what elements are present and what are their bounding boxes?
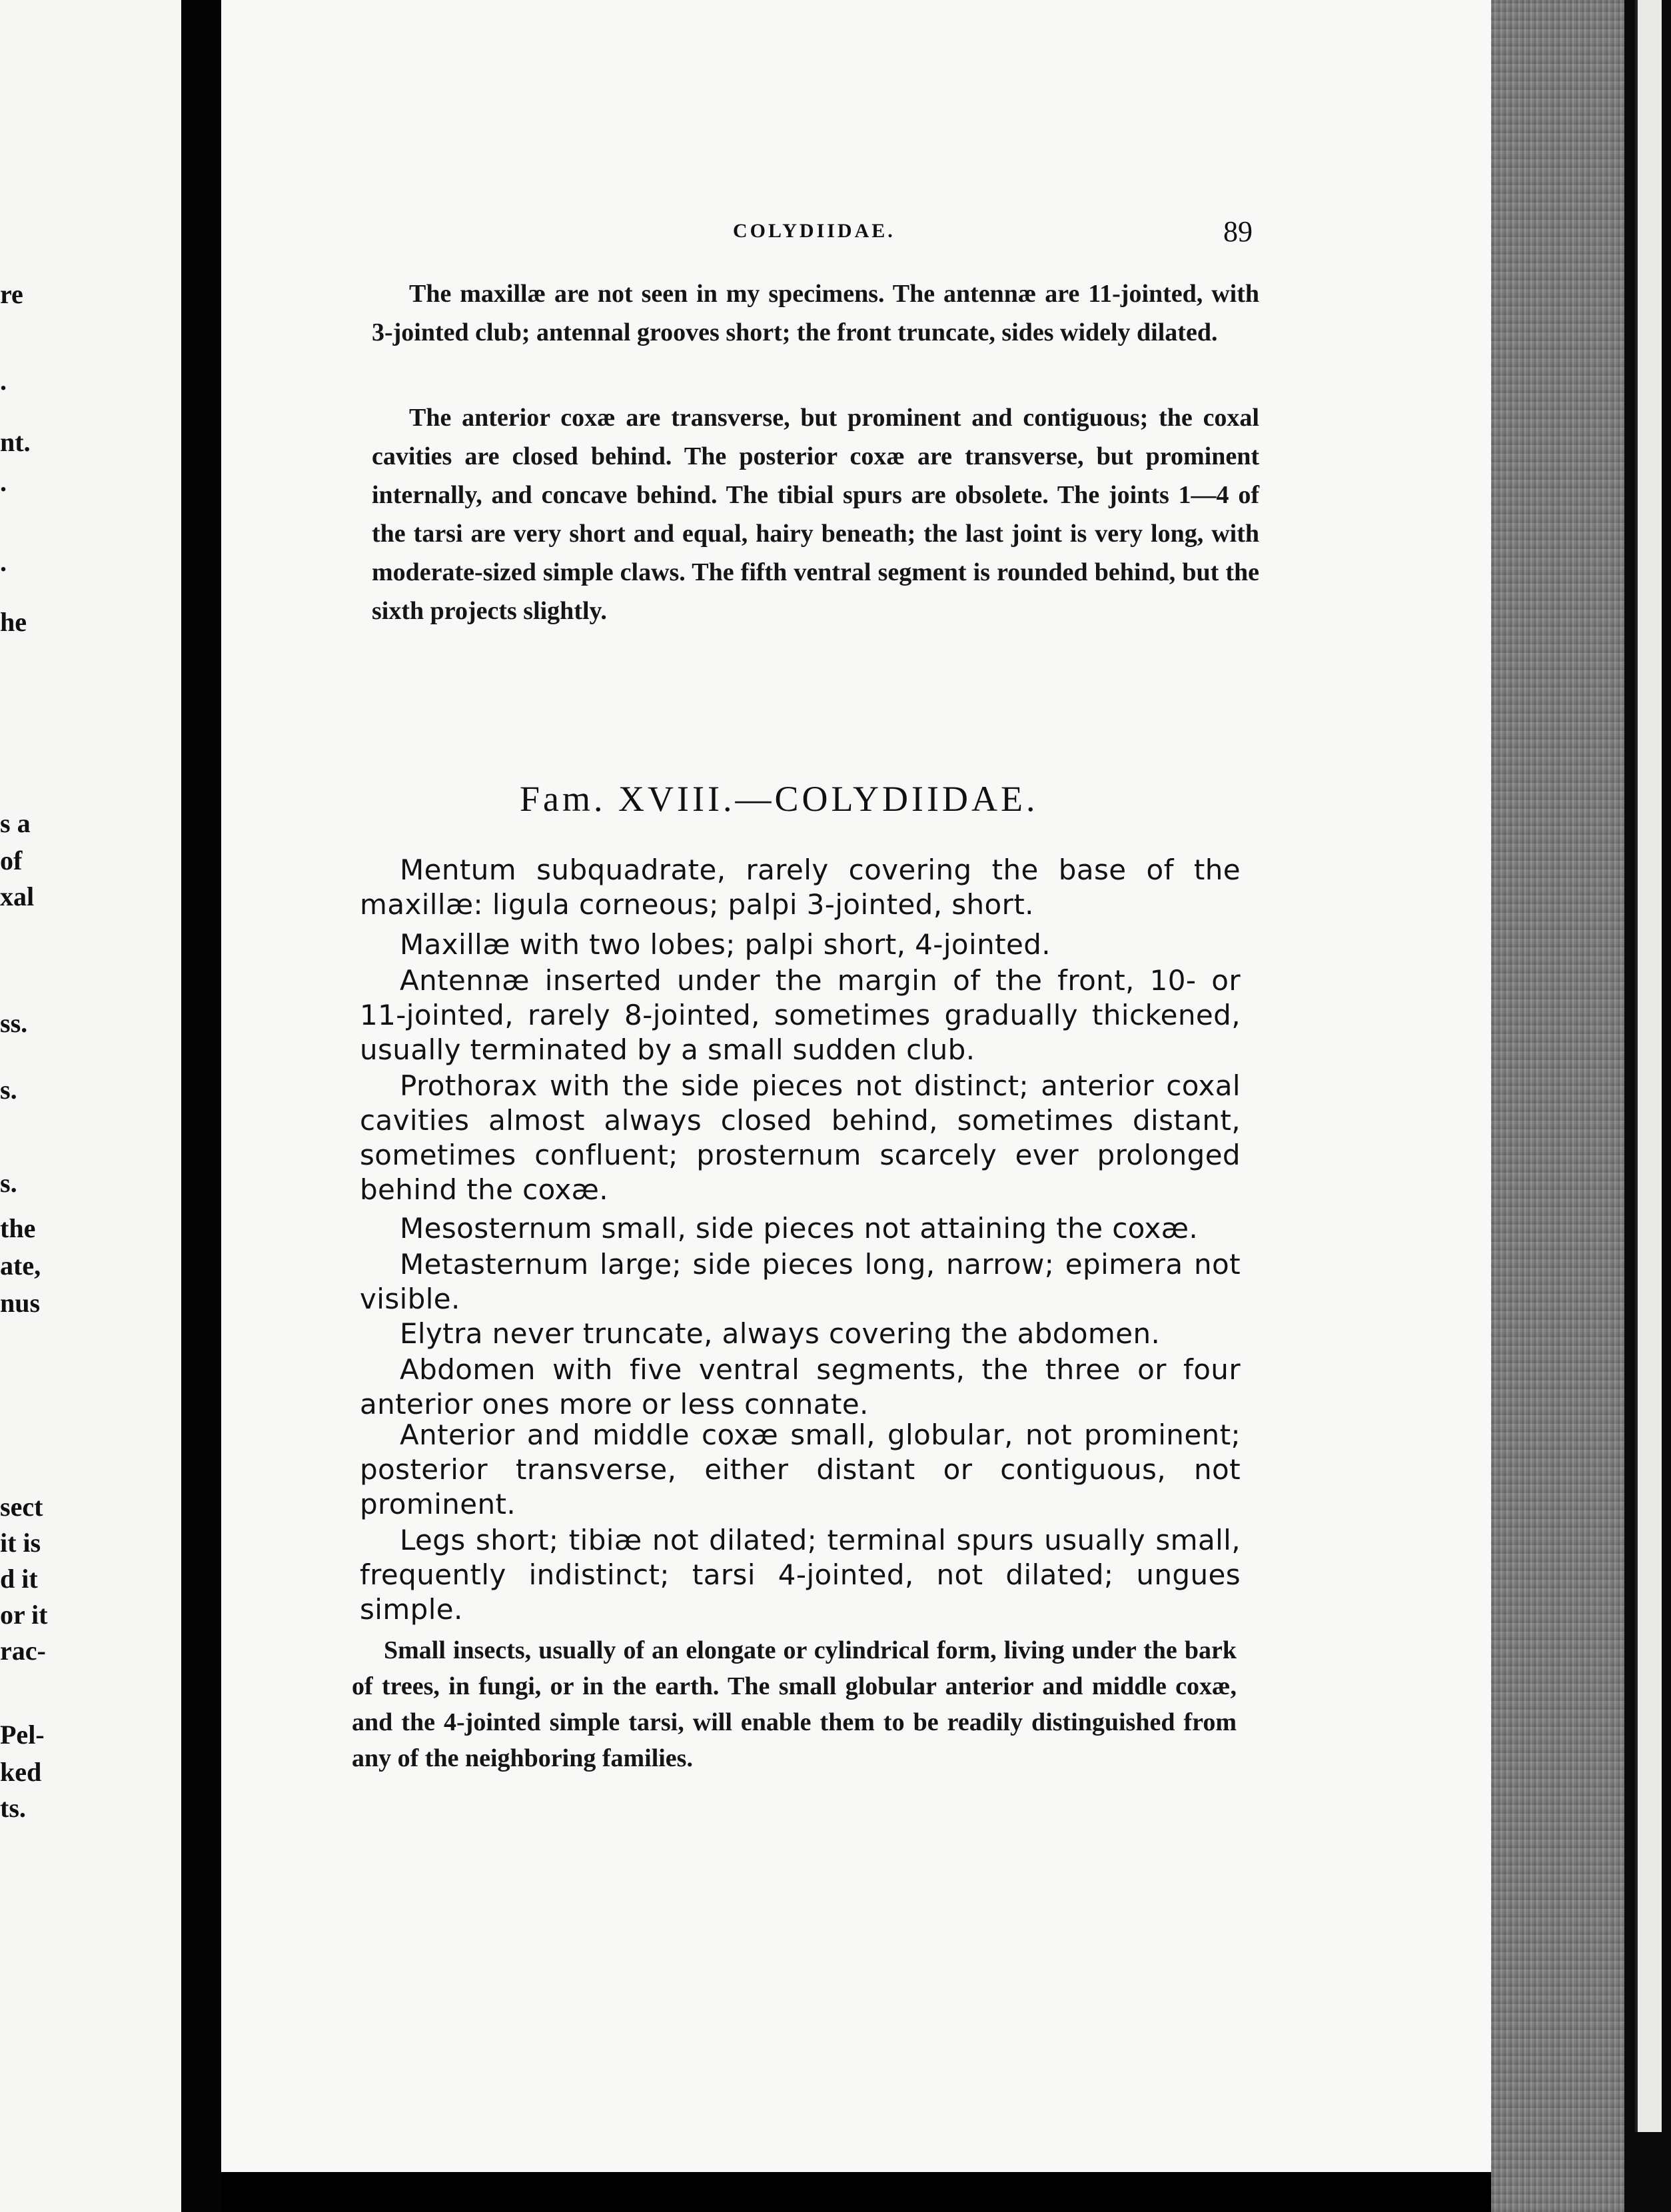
left-fragment: d it [0,1564,38,1594]
left-fragment: ts. [0,1793,26,1823]
left-fragment: it is [0,1528,41,1558]
book-edge-texture [1491,0,1624,2212]
left-fragment: nus [0,1288,41,1318]
character-paragraph: Elytra never truncate, always covering the abdomen. [400,1317,1161,1350]
left-fragment: of [0,845,23,875]
left-fragment: s a [0,808,31,838]
left-fragment: sect [0,1492,43,1522]
character-paragraph: Antennæ inserted under the margin of the front, 10- or 11-jointed, rarely 8-jointed, sometimes gradually thickened, usually terminated by a small sudden club. [360,964,1241,1066]
left-fragment: rac- [0,1636,46,1666]
left-fragment: re [0,279,23,309]
left-fragment: s. [0,1168,17,1198]
left-fragment: . [0,467,7,497]
character-paragraph: Abdomen with five ventral segments, the three or four anterior ones more or less connate. [360,1353,1241,1420]
family-heading: Fam. XVIII.—COLYDIIDAE. [520,779,1039,819]
left-fragment: ked [0,1757,42,1787]
left-fragment: . [0,547,7,577]
bottom-shadow [221,2172,1491,2212]
page-number: 89 [1223,215,1253,248]
left-facing-page [0,0,181,2212]
body-paragraph [372,398,1259,630]
running-title: COLYDIIDAE. [733,220,895,242]
left-fragment: nt. [0,427,31,457]
left-fragment: xal [0,881,35,911]
left-fragment: ate, [0,1251,41,1281]
left-fragment: the [0,1213,36,1243]
closing-paragraph: Small insects, usually of an elongate or cylindrical form, living under the bark of trees, in fungi, or in the earth. The small globular anterior and middle coxæ, and the 4-jointed simple tarsi, will enable them to be readily distinguished from any of the neighboring families. [352,1636,1237,1772]
body-paragraph [372,275,1259,352]
left-fragment: Pel- [0,1720,45,1750]
character-paragraph: Maxillæ with two lobes; palpi short, 4-jointed. [400,928,1051,961]
left-fragment: or it [0,1600,48,1630]
left-fragment: ss. [0,1008,28,1038]
book-edge-strip [1624,0,1671,2212]
left-fragment: he [0,607,27,637]
character-paragraph: Metasternum large; side pieces long, narrow; epimera not visible. [360,1248,1241,1315]
character-paragraph: Mentum subquadrate, rarely covering the base of the maxillæ: ligula corneous; palpi 3-jointed, short. [360,853,1241,921]
book-edge-tab [1635,0,1662,2132]
paragraph-text: The maxillæ are not seen in my specimens. The antennæ are 11-jointed, with 3-jointed club; antennal grooves short; the front truncate, sides widely dilated. [372,280,1259,346]
left-fragment: s. [0,1075,17,1105]
paragraph-text: The anterior coxæ are transverse, but prominent and contiguous; the coxal cavities are closed behind. The posterior coxæ are transverse, but prominent internally, and concave behind. The tibial spurs are obsolete. The joints 1—4 of the tarsi are very short and equal, hairy beneath; the last joint is very long, with moderate-sized simple claws. The fifth ventral segment is rounded behind, but the sixth projects slightly. [372,404,1259,625]
left-fragment: . [0,366,7,396]
book-gutter [181,0,221,2212]
character-paragraph: Prothorax with the side pieces not distinct; anterior coxal cavities almost always closed behind, sometimes distant, sometimes confluent; prosternum scarcely ever prolonged behind the coxæ. [360,1069,1241,1206]
character-paragraph: Legs short; tibiæ not dilated; terminal spurs usually small, frequently indistinct; tarsi 4-jointed, not dilated; ungues simple. [360,1524,1241,1626]
character-paragraph: Anterior and middle coxæ small, globular, not prominent; posterior transverse, either distant or contiguous, not prominent. [360,1418,1241,1520]
character-paragraph: Mesosternum small, side pieces not attaining the coxæ. [400,1212,1199,1245]
